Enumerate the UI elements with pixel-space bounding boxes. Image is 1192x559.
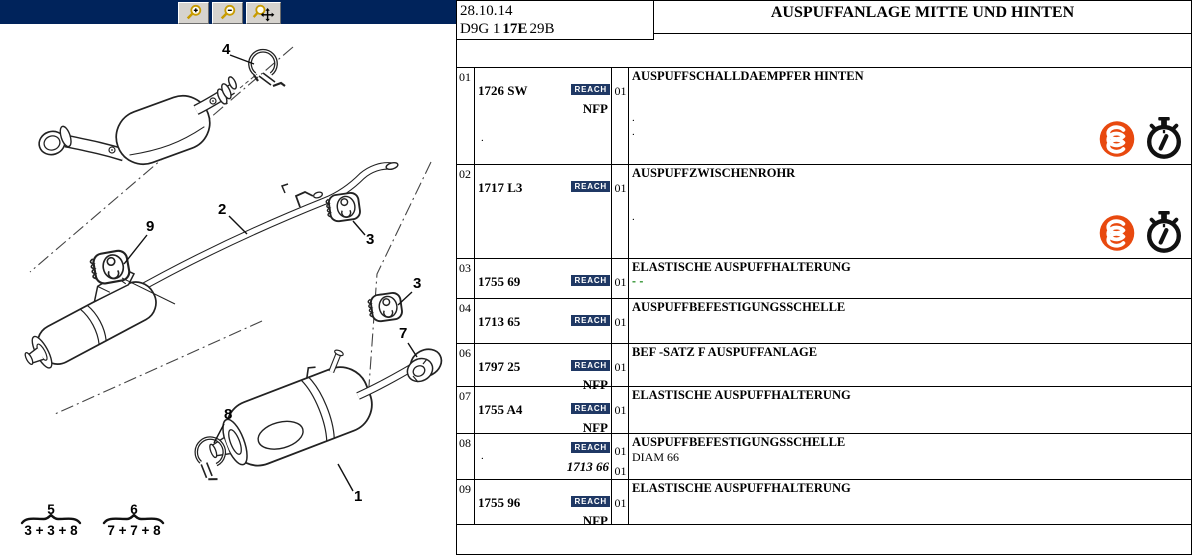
micro-dot: . (632, 126, 635, 138)
reach-badge[interactable]: REACH (571, 275, 610, 286)
middle-silencer (11, 263, 163, 378)
callout-8[interactable]: 8 (224, 406, 233, 423)
callout-3-upper[interactable]: 3 (366, 231, 375, 248)
row-pos: 03 (459, 261, 471, 275)
ring-7 (403, 344, 446, 386)
part-number: 1717 L3 (478, 180, 523, 195)
header-code: D9G 1 17E 29B (460, 21, 555, 37)
legend-group-6 (104, 502, 163, 538)
hanger-9 (89, 249, 130, 285)
quantity: 01 (614, 360, 627, 374)
table-row (457, 433, 1191, 480)
brace-5 (22, 515, 80, 523)
row-note: - - (632, 274, 644, 288)
reach-badge[interactable]: REACH (571, 442, 610, 453)
page-title: AUSPUFFANLAGE MITTE UND HINTEN (654, 1, 1191, 34)
table-row (457, 67, 1191, 165)
reach-badge[interactable]: REACH (571, 496, 610, 507)
part-number: 1755 A4 (478, 402, 523, 417)
clamp-8 (191, 435, 227, 481)
row-pos: 04 (459, 301, 471, 315)
header-info-cell (457, 1, 654, 40)
callout-3-lower[interactable]: 3 (413, 275, 422, 292)
zoom-out-icon (218, 4, 238, 22)
row-pos: 06 (459, 346, 471, 360)
zoom-in-button[interactable] (178, 2, 209, 24)
part-description: ELASTISCHE AUSPUFFHALTERUNG (632, 388, 851, 402)
parts-table (456, 0, 1192, 555)
legend-6-number: 6 (130, 502, 138, 517)
brace-6 (104, 515, 163, 523)
part-number: 1755 69 (478, 274, 521, 289)
part-number-italic: 1713 66 (566, 459, 609, 474)
hanger-3-upper (325, 192, 361, 223)
table-filler-row (457, 524, 1191, 555)
callout-7[interactable]: 7 (399, 325, 408, 342)
zoom-in-icon (184, 4, 204, 22)
legend-5-parts: 3 + 3 + 8 (24, 523, 78, 538)
part-description: AUSPUFFZWISCHENROHR (632, 166, 796, 180)
micro-dot: . (481, 132, 484, 144)
row-pos: 01 (459, 70, 471, 84)
callout-1[interactable]: 1 (354, 488, 363, 505)
quantity: 01 (614, 444, 627, 458)
zoom-pan-button[interactable] (246, 2, 281, 24)
nfp-label: NFP (582, 420, 608, 435)
table-row (457, 343, 1191, 392)
quantity-2: 01 (614, 464, 627, 478)
table-row (457, 258, 1191, 299)
table-row (457, 164, 1191, 259)
legend-6-parts: 7 + 7 + 8 (107, 523, 161, 538)
hanger-3-lower (367, 292, 403, 323)
row-pos: 02 (459, 167, 471, 181)
part-description: AUSPUFFBEFESTIGUNGSSCHELLE (632, 435, 846, 449)
table-row (457, 386, 1191, 434)
part-description: ELASTISCHE AUSPUFFHALTERUNG (632, 260, 851, 274)
catalytic-converter (36, 76, 242, 172)
spring-icon[interactable] (1097, 118, 1137, 160)
quantity: 01 (614, 403, 627, 417)
part-description: AUSPUFFSCHALLDAEMPFER HINTEN (632, 69, 864, 83)
reach-badge[interactable]: REACH (571, 403, 610, 414)
part-number: 1755 96 (478, 495, 521, 510)
reach-badge[interactable]: REACH (571, 84, 610, 95)
reach-badge[interactable]: REACH (571, 360, 610, 371)
part-description: AUSPUFFBEFESTIGUNGSSCHELLE (632, 300, 846, 314)
micro-dot: . (632, 112, 635, 124)
quantity: 01 (614, 275, 627, 289)
part-number: 1713 65 (478, 314, 521, 329)
header-date: 28.10.14 (460, 3, 513, 19)
quantity: 01 (614, 84, 627, 98)
quantity: 01 (614, 181, 627, 195)
legend-group-5 (22, 502, 80, 538)
spring-icon[interactable] (1097, 212, 1137, 254)
nfp-label: NFP (582, 101, 608, 116)
nfp-label: NFP (582, 513, 608, 528)
callout-4[interactable]: 4 (222, 41, 231, 58)
part-description: ELASTISCHE AUSPUFFHALTERUNG (632, 481, 851, 495)
micro-dot: . (481, 450, 484, 462)
stopwatch-icon[interactable] (1143, 116, 1185, 161)
row-pos: 08 (459, 436, 471, 450)
part-description: BEF -SATZ F AUSPUFFANLAGE (632, 345, 818, 359)
zoom-pan-icon (251, 4, 277, 22)
row-pos: 09 (459, 482, 471, 496)
micro-dot: . (632, 211, 635, 223)
part-number: 1797 25 (478, 359, 521, 374)
quantity: 01 (614, 315, 627, 329)
legend-5-number: 5 (47, 502, 55, 517)
reach-badge[interactable]: REACH (571, 181, 610, 192)
diagram-toolbar (0, 0, 456, 24)
table-row (457, 298, 1191, 344)
quantity: 01 (614, 496, 627, 510)
nfp-label: NFP (582, 377, 608, 392)
callout-9[interactable]: 9 (146, 218, 155, 235)
part-description-2: DIAM 66 (632, 450, 679, 464)
row-pos: 07 (459, 389, 471, 403)
zoom-out-button[interactable] (212, 2, 243, 24)
reach-badge[interactable]: REACH (571, 315, 610, 326)
exhaust-diagram (0, 24, 456, 554)
table-row (457, 479, 1191, 528)
part-number: 1726 SW (478, 83, 528, 98)
callout-2[interactable]: 2 (218, 201, 227, 218)
stopwatch-icon[interactable] (1143, 210, 1185, 255)
